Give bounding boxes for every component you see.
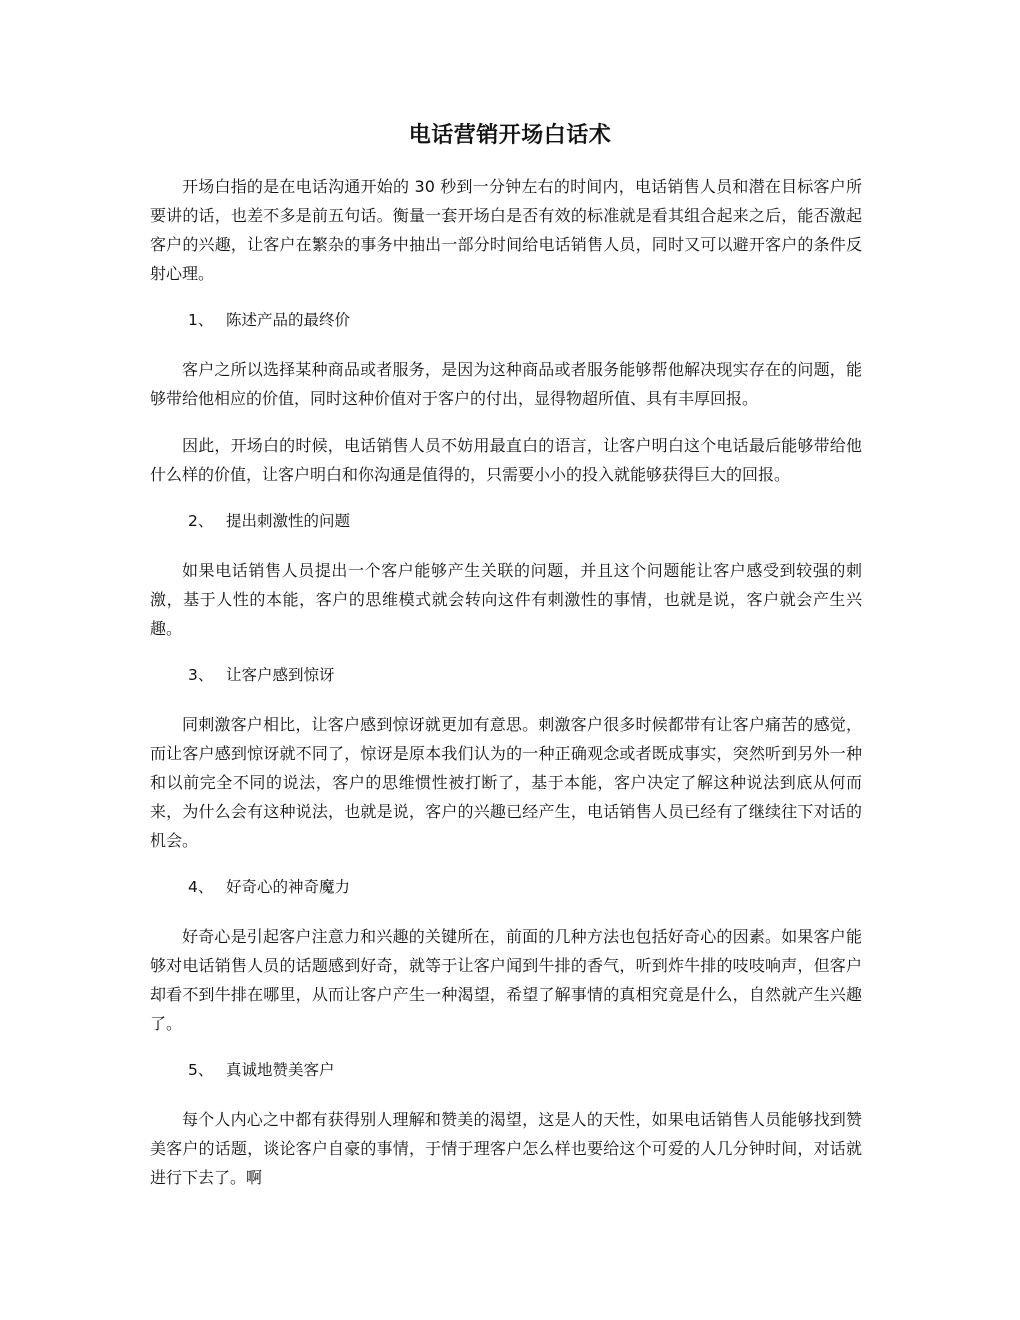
section-5-paragraph-1: 每个人内心之中都有获得别人理解和赞美的渴望，这是人的天性，如果电话销售人员能够找到赞美客户的话题，谈论客户自豪的事情，于情于理客户怎么样也要给这个可爱的人几分钟时间，对话就进行下去了。啊 xyxy=(150,1110,862,1187)
section-1-paragraph-1: 客户之所以选择某种商品或者服务，是因为这种商品或者服务能够帮他解决现实存在的问题，能够带给他相应的价值，同时这种价值对于客户的付出，显得物超所值、具有丰厚回报。 xyxy=(150,360,862,408)
section-heading-text: 提出刺激性的问题 xyxy=(226,512,351,530)
section-number: 2、 xyxy=(188,512,214,530)
section-heading-1 xyxy=(150,306,862,335)
section-2-paragraph-1: 如果电话销售人员提出一个客户能够产生关联的问题，并且这个问题能让客户感受到较强的刺激，基于人性的本能，客户的思维模式就会转向这件有刺激性的事情，也就是说，客户就会产生兴趣。 xyxy=(150,561,862,638)
section-number: 4、 xyxy=(188,878,214,896)
section-heading-2 xyxy=(150,507,862,536)
section-number: 3、 xyxy=(188,666,214,684)
section-4-paragraph-1: 好奇心是引起客户注意力和兴趣的关键所在，前面的几种方法也包括好奇心的因素。如果客户能够对电话销售人员的话题感到好奇，就等于让客户闻到牛排的香气，听到炸牛排的吱吱响声，但客户却看不到牛排在哪里，从而让客户产生一种渴望，希望了解事情的真相究竟是什么，自然就产生兴趣了。 xyxy=(150,927,862,1033)
section-heading-text: 陈述产品的最终价 xyxy=(226,311,351,329)
section-heading-4 xyxy=(150,873,862,902)
section-heading-text: 好奇心的神奇魔力 xyxy=(226,878,351,896)
intro-paragraph: 开场白指的是在电话沟通开始的 30 秒到一分钟左右的时间内，电话销售人员和潜在目标客户所要讲的话，也差不多是前五句话。衡量一套开场白是否有效的标准就是看其组合起来之后，能否激起客户的兴趣，让客户在繁杂的事务中抽出一部分时间给电话销售人员，同时又可以避开客户的条件反射心理。 xyxy=(150,177,862,283)
section-heading-text: 让客户感到惊讶 xyxy=(226,666,335,684)
section-heading-text: 真诚地赞美客户 xyxy=(226,1061,335,1079)
section-number: 1、 xyxy=(188,311,214,329)
section-heading-5 xyxy=(150,1056,862,1085)
section-number: 5、 xyxy=(188,1061,214,1079)
section-1-paragraph-2: 因此，开场白的时候，电话销售人员不妨用最直白的语言，让客户明白这个电话最后能够带给他什么样的价值，让客户明白和你沟通是值得的，只需要小小的投入就能够获得巨大的回报。 xyxy=(150,436,862,484)
document-body xyxy=(150,172,862,1210)
section-3-paragraph-1: 同刺激客户相比，让客户感到惊讶就更加有意思。刺激客户很多时候都带有让客户痛苦的感觉，而让客户感到惊讶就不同了，惊讶是原本我们认为的一种正确观念或者既成事实，突然听到另外一种和以前完全不同的说法，客户的思维惯性被打断了，基于本能，客户决定了解这种说法到底从何而来，为什么会有这种说法，也就是说，客户的兴趣已经产生，电话销售人员已经有了继续往下对话的机会。 xyxy=(150,715,862,850)
document-title: 电话营销开场白话术 xyxy=(408,123,612,148)
section-heading-3 xyxy=(150,661,862,690)
